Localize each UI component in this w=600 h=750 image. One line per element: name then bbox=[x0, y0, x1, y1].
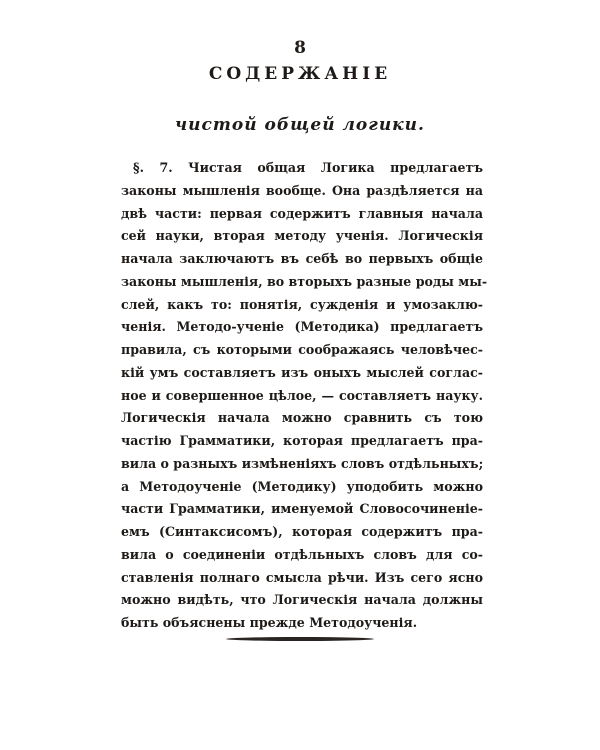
text-line: ное и совершенное цѣлое, — составляетъ науку. bbox=[121, 387, 483, 403]
text-line: быть объяснены прежде Методоученія. bbox=[121, 615, 418, 630]
text-line: ченія. Методо-ученіе (Методика) предлагаетъ bbox=[121, 319, 483, 335]
text-line: вила о соединеніи отдѣльныхъ словъ для со- bbox=[121, 546, 483, 562]
text-line: части Грамматики, именуемой Словосочиненіе- bbox=[121, 501, 483, 517]
page-subheading: чистой общей логики. bbox=[175, 115, 425, 135]
text-line: кій умъ составляетъ изъ оныхъ мыслей соглас- bbox=[121, 364, 483, 380]
text-line: Логическія начала можно сравнить съ тою bbox=[121, 410, 483, 426]
text-line: ставленія полнаго смысла рѣчи. Изъ сего ясно bbox=[121, 569, 483, 585]
body-paragraph bbox=[121, 157, 488, 635]
text-line: законы мышленія, во вторыхъ разные роды мы- bbox=[121, 273, 488, 289]
text-line: а Методоученіе (Методику) уподобить можно bbox=[121, 478, 483, 494]
text-line: правила, съ которыми соображаясь человѣчес- bbox=[121, 342, 483, 357]
text-line: двѣ части: первая содержитъ главныя начала bbox=[121, 205, 483, 221]
text-line: вила о разныхъ измѣненіяхъ словъ отдѣльныхъ; bbox=[121, 455, 484, 471]
text-line: слей, какъ то: понятія, сужденія и умозаклю- bbox=[121, 296, 483, 312]
text-line: законы мышленія вообще. Она раздѣляется на bbox=[121, 182, 483, 198]
text-line: начала заключаютъ въ себѣ во первыхъ общіе bbox=[121, 251, 483, 266]
text-line: емъ (Синтаксисомъ), которая содержитъ пра- bbox=[121, 524, 483, 539]
text-line: можно видѣть, что Логическія начала должны bbox=[121, 592, 483, 608]
section-divider bbox=[226, 637, 374, 641]
page-heading: СОДЕРЖАНІЕ bbox=[208, 64, 392, 84]
page-number: 8 bbox=[294, 38, 306, 58]
text-line: §. 7. Чистая общая Логика предлагаетъ bbox=[133, 160, 483, 175]
text-line: частію Грамматики, которая предлагаетъ пра- bbox=[121, 433, 483, 448]
text-line: сей науки, вторая методу ученія. Логическія bbox=[121, 228, 483, 244]
